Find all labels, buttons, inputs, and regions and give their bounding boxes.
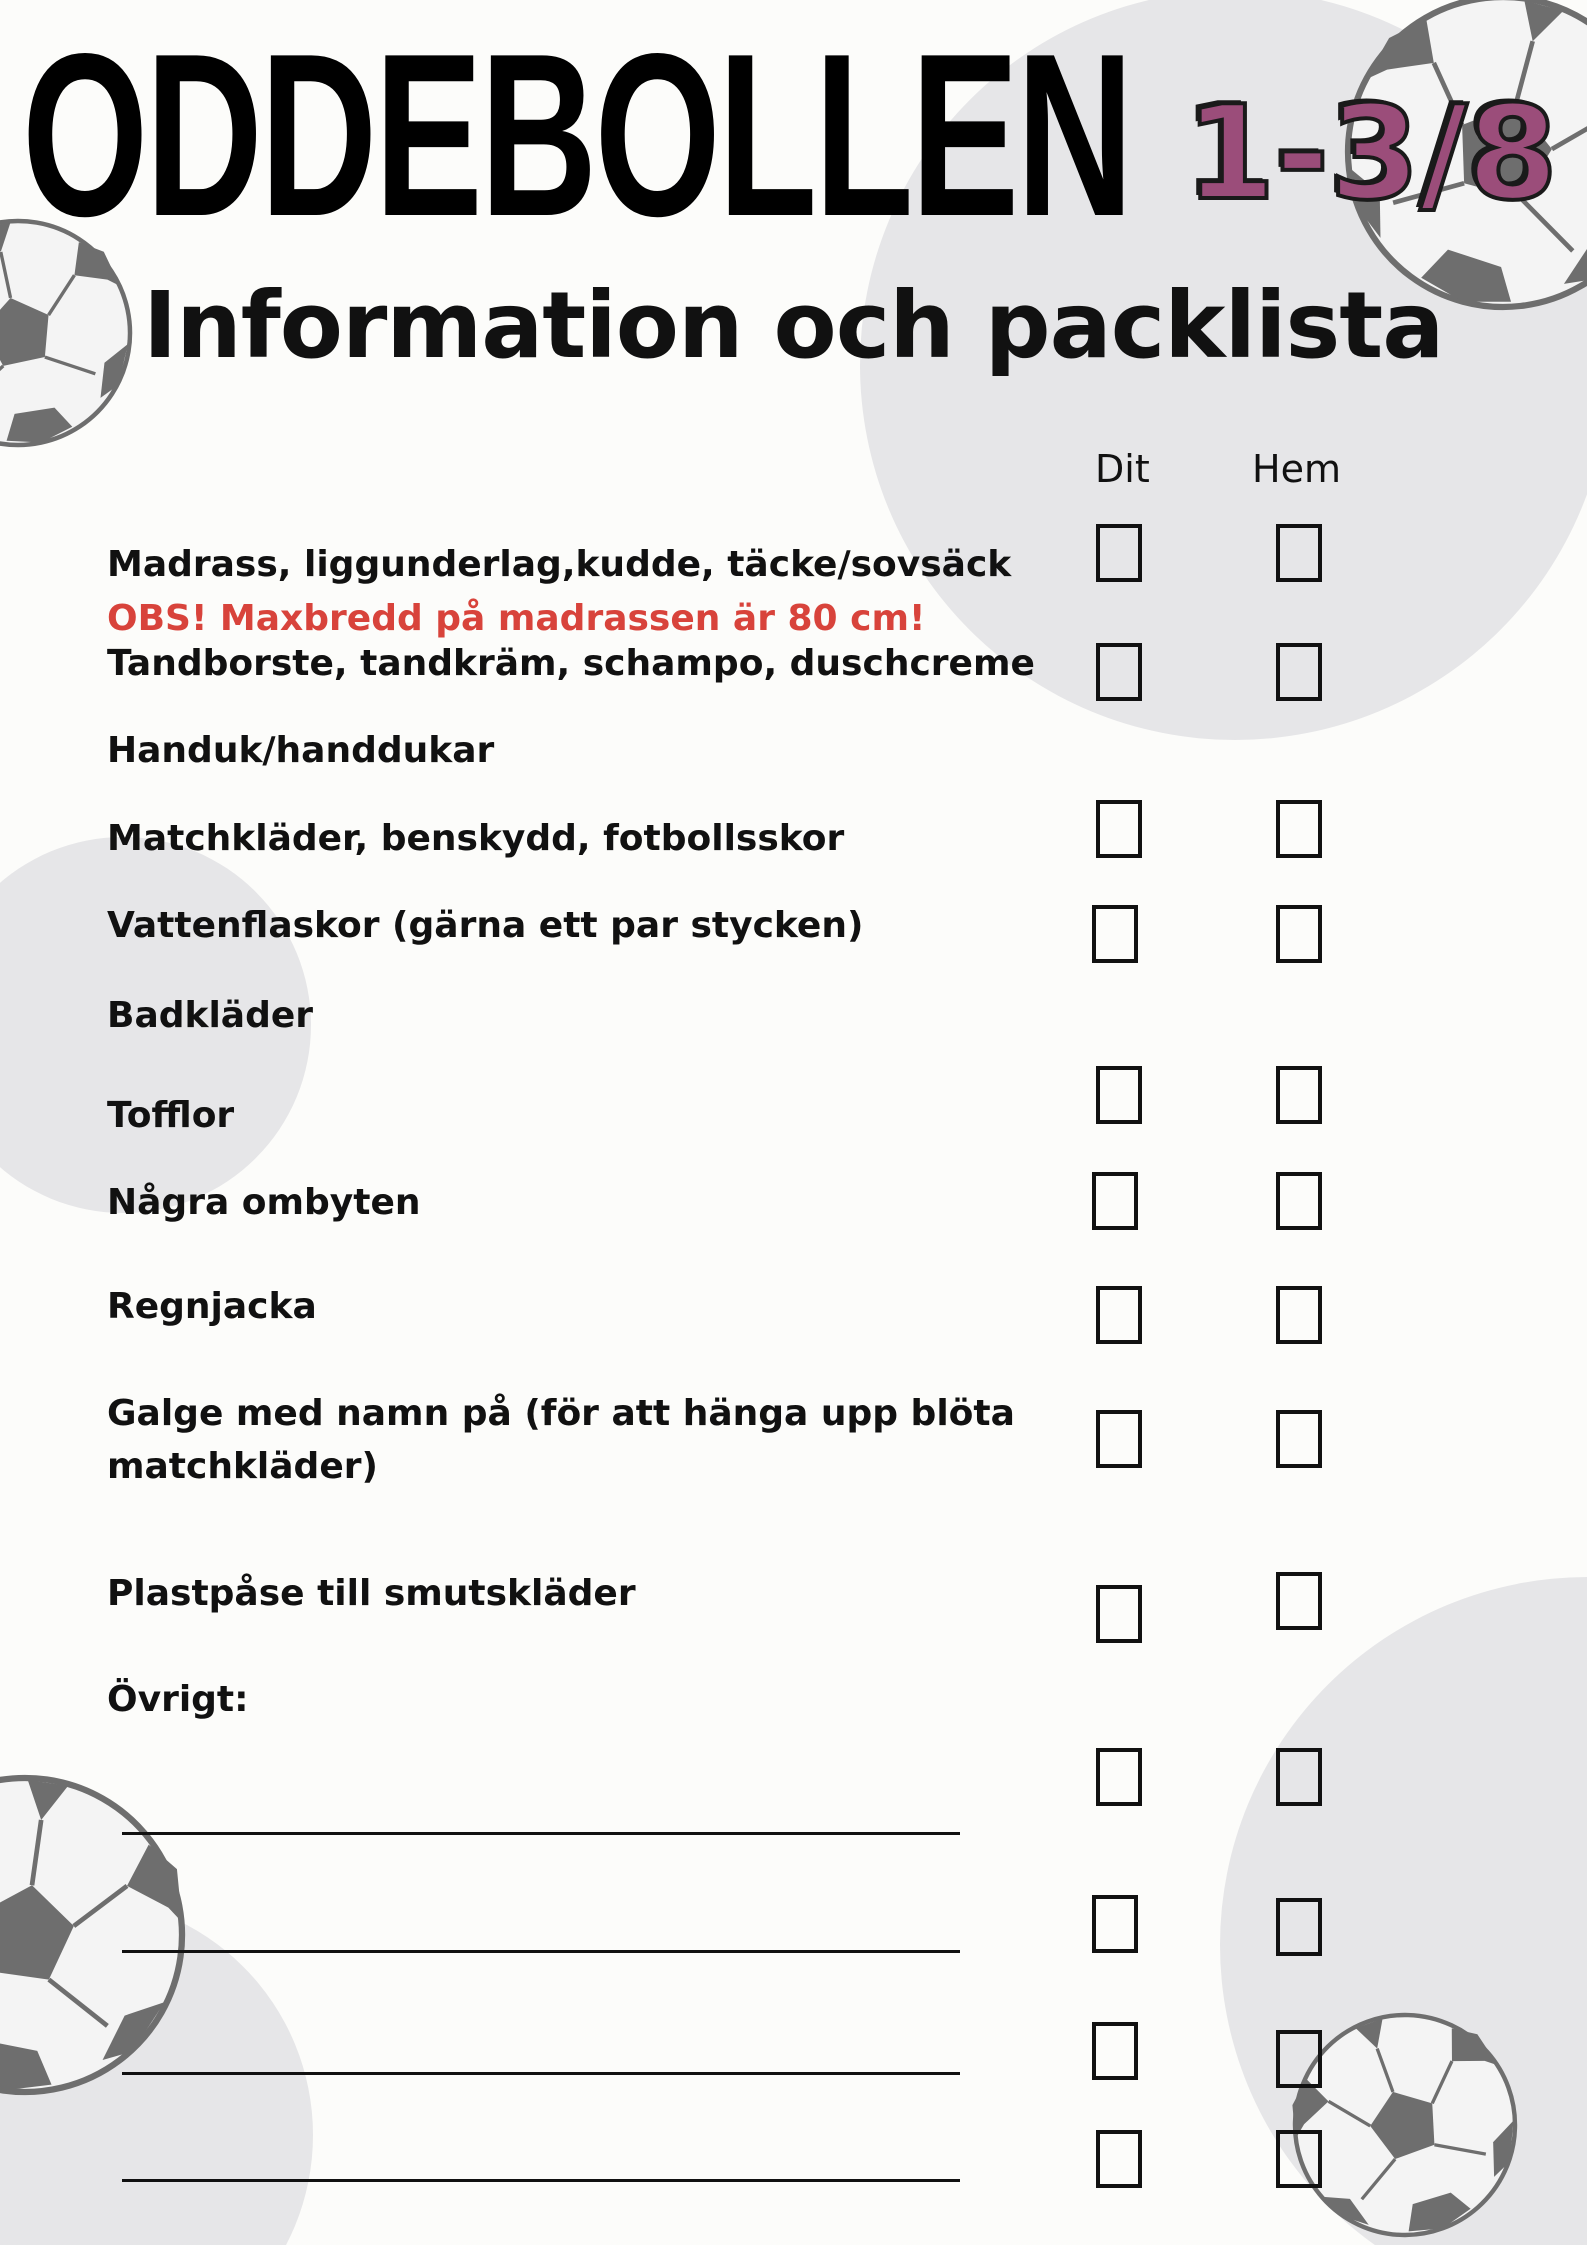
checkbox-hem[interactable]	[1276, 524, 1322, 582]
write-in-line[interactable]	[122, 1950, 960, 1953]
checkbox-dit[interactable]	[1096, 524, 1142, 582]
checkbox-dit[interactable]	[1096, 1748, 1142, 1806]
item-ombyten: Några ombyten	[107, 1182, 421, 1223]
event-dates: 1-3/8	[1185, 77, 1558, 229]
item-plastpase: Plastpåse till smutskläder	[107, 1573, 636, 1614]
checkbox-hem[interactable]	[1276, 643, 1322, 701]
checkbox-hem[interactable]	[1276, 1286, 1322, 1344]
checkbox-hem[interactable]	[1276, 2030, 1322, 2088]
write-in-line[interactable]	[122, 1832, 960, 1835]
column-header-dit: Dit	[1095, 447, 1150, 491]
checkbox-dit[interactable]	[1092, 1172, 1138, 1230]
item-ovrigt: Övrigt:	[107, 1679, 249, 1720]
item-regnjacka: Regnjacka	[107, 1286, 317, 1327]
item-galge: Galge med namn på (för att hänga upp blöta	[107, 1393, 1015, 1434]
checkbox-dit[interactable]	[1096, 1410, 1142, 1468]
item-tandborste: Tandborste, tandkräm, schampo, duschcreme	[107, 643, 1035, 684]
checkbox-dit[interactable]	[1096, 1066, 1142, 1124]
checkbox-hem[interactable]	[1276, 800, 1322, 858]
checkbox-hem[interactable]	[1276, 905, 1322, 963]
page-subtitle: Information och packlista	[143, 272, 1444, 379]
checkbox-hem[interactable]	[1276, 2130, 1322, 2188]
item-handduk: Handuk/handdukar	[107, 730, 495, 771]
item-badklader: Badkläder	[107, 995, 314, 1036]
checkbox-dit[interactable]	[1092, 905, 1138, 963]
item-madrass: Madrass, liggunderlag,kudde, täcke/sovsäck	[107, 544, 1012, 585]
checkbox-dit[interactable]	[1092, 1895, 1138, 1953]
item-warning: OBS! Maxbredd på madrassen är 80 cm!	[107, 598, 926, 639]
item-vattenflaskor: Vattenflaskor (gärna ett par stycken)	[107, 905, 864, 946]
checkbox-dit[interactable]	[1092, 2022, 1138, 2080]
checkbox-dit[interactable]	[1096, 1585, 1142, 1643]
checkbox-dit[interactable]	[1096, 800, 1142, 858]
checkbox-dit[interactable]	[1096, 1286, 1142, 1344]
checkbox-dit[interactable]	[1096, 2130, 1142, 2188]
write-in-line[interactable]	[122, 2179, 960, 2182]
checkbox-hem[interactable]	[1276, 1410, 1322, 1468]
checkbox-hem[interactable]	[1276, 1066, 1322, 1124]
checkbox-hem[interactable]	[1276, 1898, 1322, 1956]
column-header-hem: Hem	[1252, 447, 1341, 491]
item-galge-cont: matchkläder)	[107, 1446, 378, 1487]
checkbox-hem[interactable]	[1276, 1572, 1322, 1630]
item-tofflor: Tofflor	[107, 1095, 235, 1136]
item-matchklader: Matchkläder, benskydd, fotbollsskor	[107, 818, 845, 859]
checkbox-hem[interactable]	[1276, 1172, 1322, 1230]
checkbox-dit[interactable]	[1096, 643, 1142, 701]
page-title: ODDEBOLLEN	[22, 6, 1131, 265]
checkbox-hem[interactable]	[1276, 1748, 1322, 1806]
write-in-line[interactable]	[122, 2072, 960, 2075]
